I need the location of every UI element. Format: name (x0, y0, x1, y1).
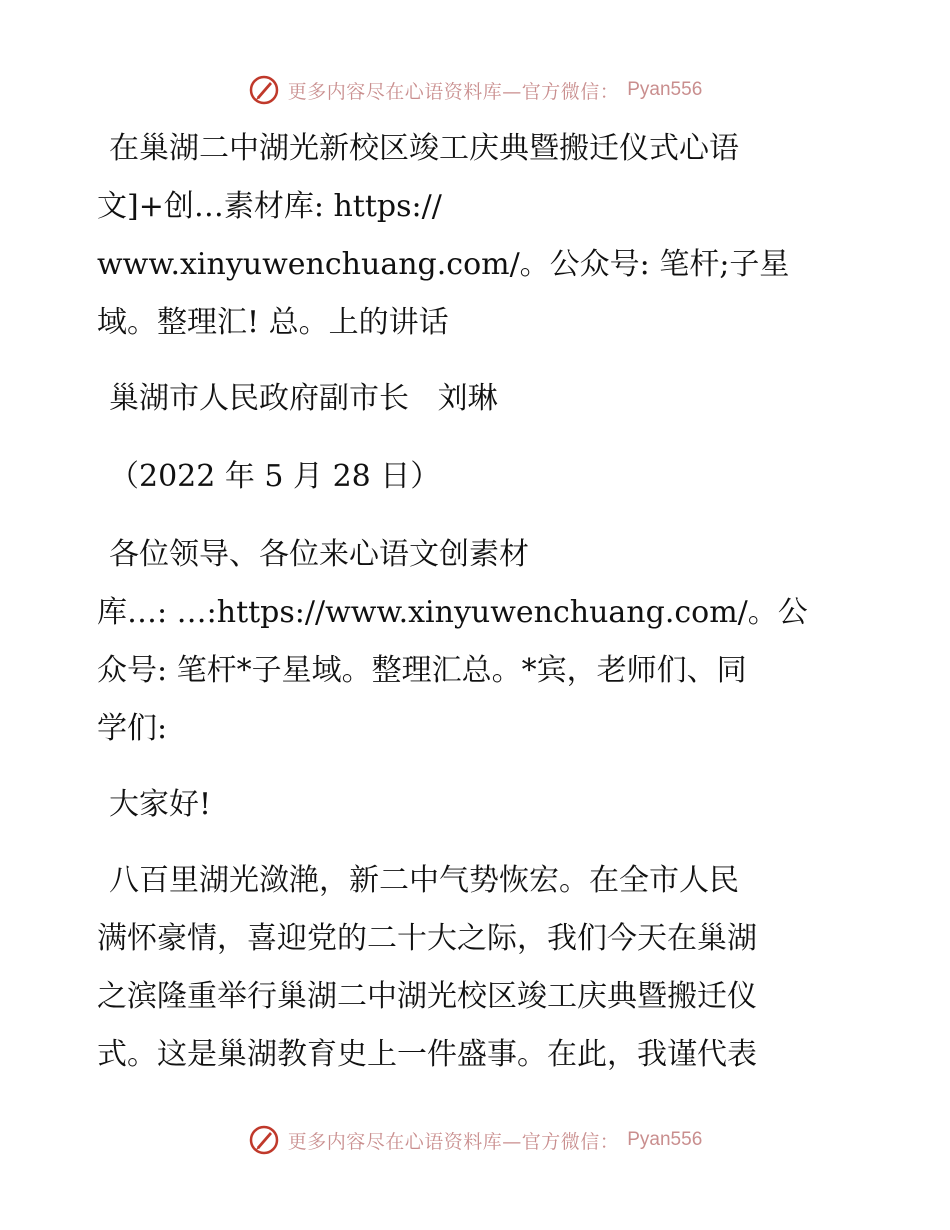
title-line: www.xinyuwenchuang.com/。公众号: 笔杆;子星 (97, 247, 790, 282)
quill-logo-icon (248, 74, 280, 106)
title-line: 域。整理汇! 总。上的讲话 (97, 305, 449, 340)
watermark-text: 更多内容尽在心语资料库—官方微信： (287, 80, 620, 103)
paragraph-line: 八百里湖光潋滟，新二中气势恢宏。在全市人民 (109, 863, 739, 898)
header-watermark (0, 70, 950, 110)
salutation-line: 学们: (97, 711, 168, 746)
watermark-wechat-id: Pyan556 (627, 1129, 703, 1150)
paragraph-line: 式。这是巢湖教育史上一件盛事。在此，我谨代表 (97, 1037, 757, 1072)
salutation-line: 众号: 笔杆*子星域。整理汇总。*宾，老师们、同 (97, 653, 747, 688)
footer-watermark (0, 1120, 950, 1160)
document-body (97, 120, 852, 1084)
greeting-line: 大家好! (109, 787, 212, 822)
date-line: （2022 年 5 月 28 日） (109, 459, 441, 494)
salutation-line: 各位领导、各位来心语文创素材 (109, 537, 529, 572)
paragraph-line: 满怀豪情，喜迎党的二十大之际，我们今天在巢湖 (97, 921, 757, 956)
speaker-line: 巢湖市人民政府副市长 刘琳 (109, 381, 498, 416)
quill-logo-icon (248, 1124, 280, 1156)
paragraph-line: 之滨隆重举行巢湖二中湖光校区竣工庆典暨搬迁仪 (97, 979, 757, 1014)
title-line: 在巢湖二中湖光新校区竣工庆典暨搬迁仪式心语 (109, 131, 739, 166)
title-line: 文]+创…素材库: https:// (97, 189, 442, 224)
watermark-wechat-id: Pyan556 (627, 79, 703, 100)
watermark-text: 更多内容尽在心语资料库—官方微信： (287, 1130, 620, 1153)
salutation-line: 库…: …:https://www.xinyuwenchuang.com/。公 (97, 595, 808, 630)
